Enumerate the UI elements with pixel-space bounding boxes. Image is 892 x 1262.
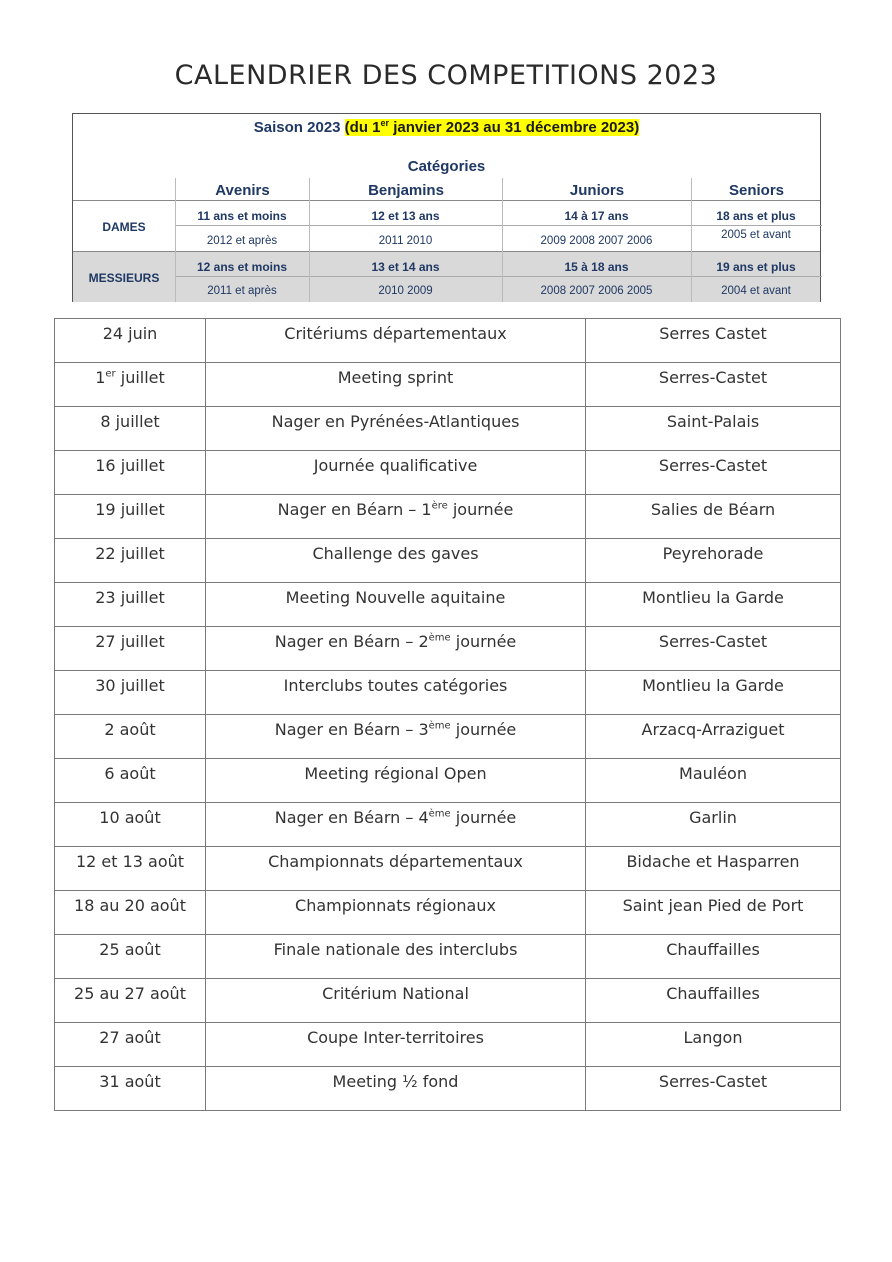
event-cell: [206, 583, 586, 627]
event-cell-text-end: journée: [447, 500, 514, 519]
event-cell-text: Nager en Béarn – 3: [274, 720, 429, 739]
date-cell: [55, 1067, 206, 1111]
divider: [73, 200, 820, 201]
place-cell: [586, 1023, 841, 1067]
date-cell: [55, 583, 206, 627]
date-cell: [55, 891, 206, 935]
category-juniors: Juniors: [502, 178, 691, 202]
date-cell: [55, 451, 206, 495]
date-cell-text: 27 juillet: [95, 632, 165, 651]
place-cell: [586, 495, 841, 539]
event-cell: [206, 495, 586, 539]
date-cell-text: 2 août: [104, 720, 156, 739]
event-cell: [206, 1023, 586, 1067]
place-cell-text: Chauffailles: [666, 940, 760, 959]
place-cell-text: Saint jean Pied de Port: [622, 896, 804, 915]
dames-years-seniors: 2005 et avant: [721, 229, 791, 241]
date-cell: [55, 363, 206, 407]
table-row: [55, 803, 841, 847]
event-cell: [206, 891, 586, 935]
event-cell-text: Coupe Inter-territoires: [307, 1028, 484, 1047]
place-cell: [586, 451, 841, 495]
place-cell: [586, 407, 841, 451]
event-cell: [206, 319, 586, 363]
event-cell-sup: ème: [428, 632, 451, 644]
date-cell: [55, 759, 206, 803]
event-cell: [206, 539, 586, 583]
place-cell-text: Serres-Castet: [658, 632, 768, 651]
event-cell: [206, 715, 586, 759]
row-label-dames: DAMES: [102, 220, 146, 234]
event-cell: [206, 363, 586, 407]
event-cell-text: Critériums départementaux: [284, 324, 507, 343]
date-cell-text-end: juillet: [115, 368, 165, 387]
event-cell: [206, 759, 586, 803]
event-cell-text: Meeting régional Open: [304, 764, 487, 783]
dames-age-juniors: 14 à 17 ans: [564, 209, 629, 223]
event-cell: [206, 935, 586, 979]
table-row: [55, 935, 841, 979]
date-cell-text: 8 juillet: [100, 412, 160, 431]
date-cell: [55, 495, 206, 539]
dames-age-avenirs: 11 ans et moins: [197, 209, 287, 223]
place-cell-text: Montlieu la Garde: [642, 588, 784, 607]
event-cell: [206, 451, 586, 495]
category-seniors: Seniors: [691, 178, 821, 202]
place-cell-text: Arzacq-Arraziguet: [641, 720, 785, 739]
table-row: [55, 979, 841, 1023]
table-row: [55, 891, 841, 935]
messieurs-years-avenirs: 2011 et après: [207, 285, 277, 297]
date-cell: [55, 979, 206, 1023]
competitions-table: [54, 318, 841, 1111]
table-row: [55, 671, 841, 715]
season-heading: [73, 118, 820, 136]
event-cell-text: Challenge des gaves: [312, 544, 479, 563]
messieurs-years-juniors: 2008 2007 2006 2005: [540, 285, 653, 297]
place-cell: [586, 539, 841, 583]
date-cell-text: 25 au 27 août: [74, 984, 186, 1003]
event-cell-sup: ère: [431, 500, 448, 512]
divider: [73, 251, 820, 252]
season-categories-box: [72, 113, 821, 302]
categories-label: Catégories: [407, 158, 486, 175]
place-cell: [586, 627, 841, 671]
event-cell: [206, 1067, 586, 1111]
place-cell: [586, 891, 841, 935]
event-cell-text: Finale nationale des interclubs: [273, 940, 518, 959]
table-row: [55, 451, 841, 495]
date-cell: [55, 407, 206, 451]
messieurs-years-seniors: 2004 et avant: [721, 285, 791, 297]
date-cell-text: 19 juillet: [95, 500, 165, 519]
place-cell-text: Mauléon: [679, 764, 747, 783]
place-cell-text: Serres Castet: [659, 324, 767, 343]
date-cell-text: 16 juillet: [95, 456, 165, 475]
event-cell-text: Meeting Nouvelle aquitaine: [285, 588, 506, 607]
event-cell: [206, 847, 586, 891]
place-cell: [586, 935, 841, 979]
date-cell: [55, 847, 206, 891]
place-cell: [586, 319, 841, 363]
season-prefix: Saison 2023: [253, 119, 345, 136]
divider: [175, 225, 822, 226]
date-cell-text: 1: [95, 368, 106, 387]
season-dates-sup: er: [380, 118, 390, 128]
date-cell-text: 24 juin: [102, 324, 158, 343]
date-cell-text: 22 juillet: [95, 544, 165, 563]
event-cell-text: Journée qualificative: [313, 456, 478, 475]
table-row: [55, 759, 841, 803]
event-cell-text-end: journée: [450, 720, 517, 739]
place-cell: [586, 979, 841, 1023]
page-title: CALENDRIER DES COMPETITIONS 2023: [174, 60, 718, 91]
place-cell: [586, 715, 841, 759]
dames-years-avenirs: 2012 et après: [206, 235, 278, 247]
place-cell-text: Serres-Castet: [658, 456, 768, 475]
place-cell-text: Garlin: [689, 808, 737, 827]
place-cell: [586, 759, 841, 803]
date-cell: [55, 539, 206, 583]
place-cell-text: Peyrehorade: [662, 544, 764, 563]
event-cell: [206, 979, 586, 1023]
event-cell-text: Nager en Pyrénées-Atlantiques: [271, 412, 520, 431]
messieurs-age-juniors: 15 à 18 ans: [564, 260, 629, 274]
messieurs-age-avenirs: 12 ans et moins: [196, 260, 288, 274]
event-cell-sup: ème: [428, 720, 451, 732]
table-row: [55, 627, 841, 671]
place-cell: [586, 803, 841, 847]
category-avenirs: Avenirs: [175, 178, 309, 202]
date-cell-text: 18 au 20 août: [74, 896, 186, 915]
table-row: [55, 407, 841, 451]
date-cell: [55, 671, 206, 715]
place-cell-text: Serres-Castet: [658, 368, 768, 387]
event-cell-text: Championnats régionaux: [295, 896, 496, 915]
date-cell-text: 30 juillet: [95, 676, 165, 695]
event-cell-text: Championnats départementaux: [268, 852, 523, 871]
place-cell: [586, 363, 841, 407]
messieurs-age-benjamins: 13 et 14 ans: [371, 260, 440, 274]
place-cell-text: Saint-Palais: [666, 412, 760, 431]
dames-years-juniors: 2009 2008 2007 2006: [540, 235, 653, 247]
date-cell-text: 6 août: [104, 764, 156, 783]
date-cell-text: 25 août: [99, 940, 161, 959]
event-cell-text: Meeting sprint: [337, 368, 454, 387]
table-row: [55, 1067, 841, 1111]
table-row: [55, 1023, 841, 1067]
dames-age-seniors: 18 ans et plus: [716, 209, 796, 223]
date-cell-text: 23 juillet: [95, 588, 165, 607]
date-cell-text: 31 août: [99, 1072, 161, 1091]
date-cell: [55, 935, 206, 979]
event-cell-text-end: journée: [450, 632, 517, 651]
place-cell-text: Bidache et Hasparren: [626, 852, 800, 871]
place-cell-text: Montlieu la Garde: [642, 676, 784, 695]
event-cell-text: Meeting ½ fond: [332, 1072, 459, 1091]
event-cell: [206, 407, 586, 451]
dames-age-benjamins: 12 et 13 ans: [371, 209, 440, 223]
date-cell-text: 27 août: [99, 1028, 161, 1047]
date-cell: [55, 803, 206, 847]
table-row: [55, 539, 841, 583]
place-cell: [586, 583, 841, 627]
date-cell: [55, 627, 206, 671]
event-cell-text: Nager en Béarn – 2: [274, 632, 429, 651]
event-cell-text: Nager en Béarn – 4: [274, 808, 429, 827]
place-cell-text: Chauffailles: [666, 984, 760, 1003]
event-cell: [206, 671, 586, 715]
messieurs-age-seniors: 19 ans et plus: [716, 260, 796, 274]
row-label-messieurs: MESSIEURS: [88, 271, 160, 285]
table-row: [55, 847, 841, 891]
place-cell: [586, 1067, 841, 1111]
season-dates-start: (du 1: [344, 119, 381, 136]
table-row: [55, 319, 841, 363]
place-cell-text: Serres-Castet: [658, 1072, 768, 1091]
competitions-body: [55, 319, 841, 1111]
event-cell-sup: ème: [428, 808, 451, 820]
event-cell-text: Critérium National: [322, 984, 469, 1003]
event-cell-text-end: journée: [450, 808, 517, 827]
place-cell: [586, 671, 841, 715]
event-cell: [206, 627, 586, 671]
season-dates-end: janvier 2023 au 31 décembre 2023): [389, 119, 640, 136]
place-cell-text: Salies de Béarn: [650, 500, 776, 519]
messieurs-years-benjamins: 2010 2009: [378, 285, 433, 297]
table-row: [55, 583, 841, 627]
divider: [175, 276, 822, 277]
date-cell: [55, 715, 206, 759]
place-cell: [586, 847, 841, 891]
category-benjamins: Benjamins: [309, 178, 502, 202]
date-cell-text: 12 et 13 août: [75, 852, 185, 871]
event-cell-text: Nager en Béarn – 1: [277, 500, 432, 519]
event-cell: [206, 803, 586, 847]
date-cell: [55, 319, 206, 363]
place-cell-text: Langon: [683, 1028, 743, 1047]
date-cell-text: 10 août: [99, 808, 161, 827]
table-row: [55, 495, 841, 539]
table-row: [55, 715, 841, 759]
table-row: [55, 363, 841, 407]
event-cell-text: Interclubs toutes catégories: [283, 676, 508, 695]
dames-years-benjamins: 2011 2010: [378, 235, 433, 247]
season-dates-highlight: [345, 119, 640, 136]
date-cell: [55, 1023, 206, 1067]
date-cell-sup: er: [105, 368, 116, 380]
